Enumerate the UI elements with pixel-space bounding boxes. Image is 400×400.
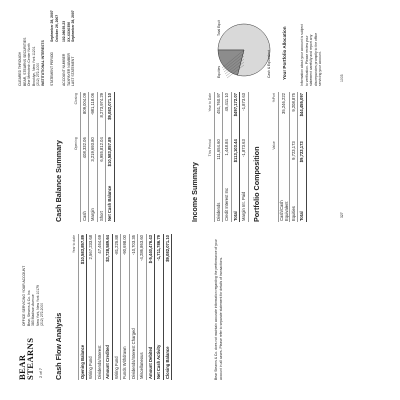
table-row — [104, 234, 113, 380]
info-row — [55, 10, 60, 86]
row-value: $497,172.07 — [231, 92, 240, 138]
account-info — [50, 10, 76, 86]
table-row — [163, 234, 172, 380]
info-value: 102-08035-23 — [62, 20, 67, 42]
clearing-address — [18, 38, 46, 86]
row-label: Margin — [89, 184, 98, 222]
info-key — [55, 42, 60, 86]
row-value: 35,246,222 — [278, 92, 289, 140]
row-label: Net Cash Activity — [155, 298, 164, 380]
row-label: Short — [97, 184, 106, 222]
row-value: 8,273,974.29 — [97, 92, 106, 136]
column-header: Value — [270, 140, 278, 184]
row-value: 3,219,693.80 — [89, 136, 98, 184]
mail-line: INSTITUTIONAL INTERESTS — [40, 40, 45, 86]
table-row — [129, 234, 138, 380]
table-header-row — [70, 234, 78, 380]
column-header — [70, 298, 78, 380]
table-header-row — [270, 92, 278, 222]
address-line: OFFICE SERVICING YOUR ACCOUNT — [22, 265, 26, 326]
row-value: 47,464.69 — [95, 234, 104, 298]
cash-flow-title: Cash Flow Analysis — [54, 312, 63, 380]
table-row — [298, 92, 307, 222]
address-line: (212) 272-2000 — [40, 302, 45, 326]
cash-flow-table — [70, 234, 172, 380]
row-label: Opening Balance — [78, 298, 87, 380]
row-label: Credit Interest Inc — [223, 184, 232, 222]
info-key: LAST STATEMENT — [71, 56, 76, 86]
page-label: 2 of 7 — [38, 367, 43, 378]
info-key: ACCOUNT NUMBER — [62, 53, 67, 86]
table-header-row — [206, 92, 214, 222]
table-row — [289, 92, 298, 222]
row-value: 2,567,233.68 — [87, 234, 96, 298]
row-value: 408,332.06 — [80, 136, 89, 184]
table-row — [223, 92, 232, 222]
table-row — [78, 234, 87, 380]
table-row — [146, 234, 155, 380]
document-code: 1003 — [340, 74, 344, 82]
bear-stearns-logo — [18, 338, 35, 380]
row-value: $10,583,857.89 — [78, 234, 87, 298]
column-header: %Port — [270, 92, 278, 140]
row-value: -90,698.00 — [121, 234, 130, 298]
table-row — [214, 92, 223, 222]
allocation-pie-chart — [214, 20, 274, 80]
info-value: September 28, 2007 — [50, 10, 54, 42]
servicing-office-address — [22, 266, 45, 326]
row-value: -1,873.63 — [240, 92, 249, 138]
row-value: 1,448.84 — [223, 138, 232, 184]
row-label: Dividends/Interest Charged — [129, 298, 138, 380]
row-value: -1,873.63 — [240, 138, 249, 184]
row-value: $9,082,071.10 — [163, 234, 172, 298]
address-line: Bear, Stearns & Co. Inc. — [26, 289, 31, 326]
mail-line: (212) 272-1000 — [36, 62, 41, 86]
pie-svg — [214, 20, 274, 80]
row-value: -4,286,863.60 — [138, 234, 147, 298]
page-number: 327 — [340, 212, 344, 218]
row-label: Funds Withdrawn — [121, 298, 130, 380]
table-row — [87, 234, 96, 380]
income-summary-title: Income Summary — [190, 162, 199, 222]
logo-line-2: STEARNS — [25, 337, 36, 380]
row-label: Net Cash Balance — [107, 185, 113, 221]
row-value: -1,711,786.79 — [155, 234, 164, 298]
column-header: Opening — [72, 136, 80, 184]
row-label: Total — [231, 184, 240, 222]
table-row — [80, 92, 89, 222]
allocation-disclaimer: Information about your account is subject to verification. Please review your statement carefully and report any discrepancies promptly to the office servicing your account. — [300, 24, 323, 86]
row-value: 9,208,875 — [289, 92, 298, 140]
column-header: Year to Date — [206, 92, 214, 138]
table-row — [231, 92, 240, 222]
mail-line: Brooklyn, New York 11201 — [31, 46, 36, 86]
allocation-title: Your Portfolio Allocation — [282, 26, 287, 80]
cash-balance-table — [72, 92, 115, 222]
statement-page — [14, 10, 349, 386]
info-key: TAXPAYER NUMBER — [66, 53, 71, 86]
row-value: -981,118.06 — [89, 92, 98, 136]
row-value: 111,654.60 — [214, 138, 223, 184]
row-label: Wiring Fund — [112, 298, 121, 380]
row-value: $9,723,173 — [298, 140, 307, 184]
row-value: 451,760.97 — [214, 92, 223, 138]
mail-line: One Metrotech Center North — [27, 43, 32, 86]
row-value: $113,103.44 — [231, 138, 240, 184]
table-row — [106, 92, 115, 222]
row-value: -10,703.35 — [129, 234, 138, 298]
row-label: Dividends — [214, 184, 223, 222]
portfolio-composition-table — [270, 92, 307, 222]
row-value: $-5,440,476.43 — [146, 234, 155, 298]
info-row — [71, 10, 76, 86]
row-label: Cash/Cash Equivalent — [278, 184, 289, 222]
column-header — [206, 184, 214, 222]
table-row — [155, 234, 164, 380]
row-value — [278, 140, 289, 184]
address-line: 383 Madison Avenue — [31, 294, 36, 326]
row-label: Dividends/Interest — [95, 298, 104, 380]
table-header-row — [72, 92, 80, 222]
row-label: Closing Balance — [163, 298, 172, 380]
row-value: $9,082,071.10 — [106, 92, 115, 136]
row-label: Miscellaneous — [138, 298, 147, 380]
pie-legend-label: Total Equity — [217, 20, 221, 36]
row-value: $10,583,857.89 — [106, 136, 115, 184]
portfolio-composition-title: Portfolio Composition — [252, 146, 261, 222]
column-header: Closing — [72, 92, 80, 136]
table-row — [278, 92, 289, 222]
cash-flow-footnote: Bear Stearns & Co. does not maintain accurate information regarding the performance of your account in all cases. Please refer to separate statement for details of transactions. — [214, 239, 223, 380]
row-label: Equities — [289, 184, 298, 222]
row-label: Cash — [80, 184, 89, 222]
pie-legend-label: Equities — [217, 65, 221, 78]
table-row — [138, 234, 147, 380]
column-header: This Period — [206, 138, 214, 184]
row-label: Amount Debited — [146, 298, 155, 380]
table-row — [121, 234, 130, 380]
row-label: Amount Credited — [104, 298, 113, 380]
column-header — [270, 184, 278, 222]
table-row — [240, 92, 249, 222]
row-label: Margin Int. Paid — [240, 184, 249, 222]
mail-line: BEAR, STEARNS SECURITIES — [22, 37, 27, 86]
mail-line: CLEARED THROUGH — [18, 51, 22, 86]
income-summary-table — [206, 92, 249, 222]
info-value: September 28, 2007 — [71, 10, 76, 42]
table-row — [89, 92, 98, 222]
table-row — [97, 92, 106, 222]
logo-line-1: BEAR — [17, 354, 27, 380]
cash-balance-title: Cash Balance Summary — [54, 140, 63, 222]
table-row — [112, 234, 121, 380]
info-value: XX-XXX0356 — [66, 22, 71, 42]
row-value: 45,411.10 — [223, 92, 232, 138]
row-value: $44,455,097 — [298, 92, 307, 140]
row-label: Total — [298, 184, 307, 222]
column-header: Year to date — [70, 234, 78, 298]
row-value: 809,004.09 — [80, 92, 89, 136]
address-line: New York, New York 10179 — [35, 285, 40, 326]
pie-legend-label: Cash & Equivalent — [267, 50, 271, 78]
row-value: -81,225.88 — [112, 234, 121, 298]
row-label: Wiring Fund — [87, 298, 96, 380]
row-value: $3,728,589.64 — [104, 234, 113, 298]
row-value: 9,723,173 — [289, 140, 298, 184]
column-header — [72, 184, 80, 222]
table-row — [95, 234, 104, 380]
info-key: STATEMENT PERIOD — [50, 52, 54, 86]
row-value: 6,955,812.04 — [97, 136, 106, 184]
info-value: October 26, 2007 — [54, 14, 59, 42]
